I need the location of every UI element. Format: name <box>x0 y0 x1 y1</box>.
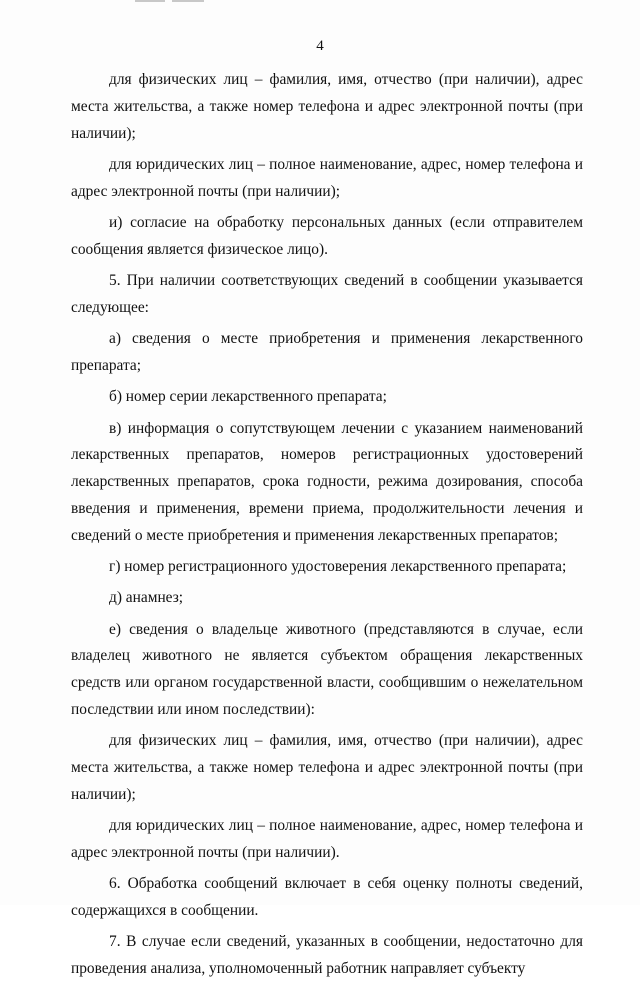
paragraph-owner-legal-entities: для юридических лиц – полное наименование, адрес, номер телефона и адрес электронной почты (при наличии). <box>71 817 583 862</box>
paragraph-section-6: 6. Обработка сообщений включает в себя оценку полноты сведений, содержащихся в сообщении. <box>71 875 583 920</box>
paragraph-owner-individuals: для физических лиц – фамилия, имя, отчество (при наличии), адрес места жительства, а также номер телефона и адрес электронной почты (при наличии); <box>71 732 583 803</box>
scan-artifact <box>135 0 165 2</box>
paragraph-item-e: е) сведения о владельце животного (представляются в случае, если владелец животного не является субъектом обращения лекарственных средств или органом государственной власти, сообщившим о нежелательном последствии или ином последствии): <box>71 620 583 719</box>
paragraph-item-a: а) сведения о месте приобретения и применения лекарственного препарата; <box>71 330 583 374</box>
scan-artifact <box>172 0 204 2</box>
paragraph-section-7: 7. В случае если сведений, указанных в сообщении, недостаточно для проведения анализа, уполномоченный работник направляет субъекту <box>71 933 583 978</box>
paragraph-item-i-consent: и) согласие на обработку персональных данных (если отправителем сообщения является физическое лицо). <box>71 213 583 258</box>
page-number: 4 <box>316 38 324 54</box>
paragraph-legal-entities-contacts: для юридических лиц – полное наименование, адрес, номер телефона и адрес электронной почты (при наличии); <box>71 155 583 200</box>
paragraph-item-d: д) анамнез; <box>109 589 184 607</box>
document-body <box>71 67 583 988</box>
paragraph-section-5: 5. При наличии соответствующих сведений в сообщении указывается следующее: <box>71 272 583 316</box>
paragraph-item-b: б) номер серии лекарственного препарата; <box>109 388 387 406</box>
paragraph-individuals-contacts: для физических лиц – фамилия, имя, отчество (при наличии), адрес места жительства, а также номер телефона и адрес электронной почты (при наличии); <box>71 71 583 142</box>
paragraph-item-v: в) информация о сопутствующем лечении с указанием наименований лекарственных препаратов, номеров регистрационных удостоверений лекарственных препаратов, срока годности, режима дозирования, способа введения и применения, времени приема, продолжительности лечения и сведений о месте приобретения и применения лекарственных препаратов; <box>71 419 583 544</box>
paragraph-item-g: г) номер регистрационного удостоверения лекарственного препарата; <box>109 558 567 576</box>
